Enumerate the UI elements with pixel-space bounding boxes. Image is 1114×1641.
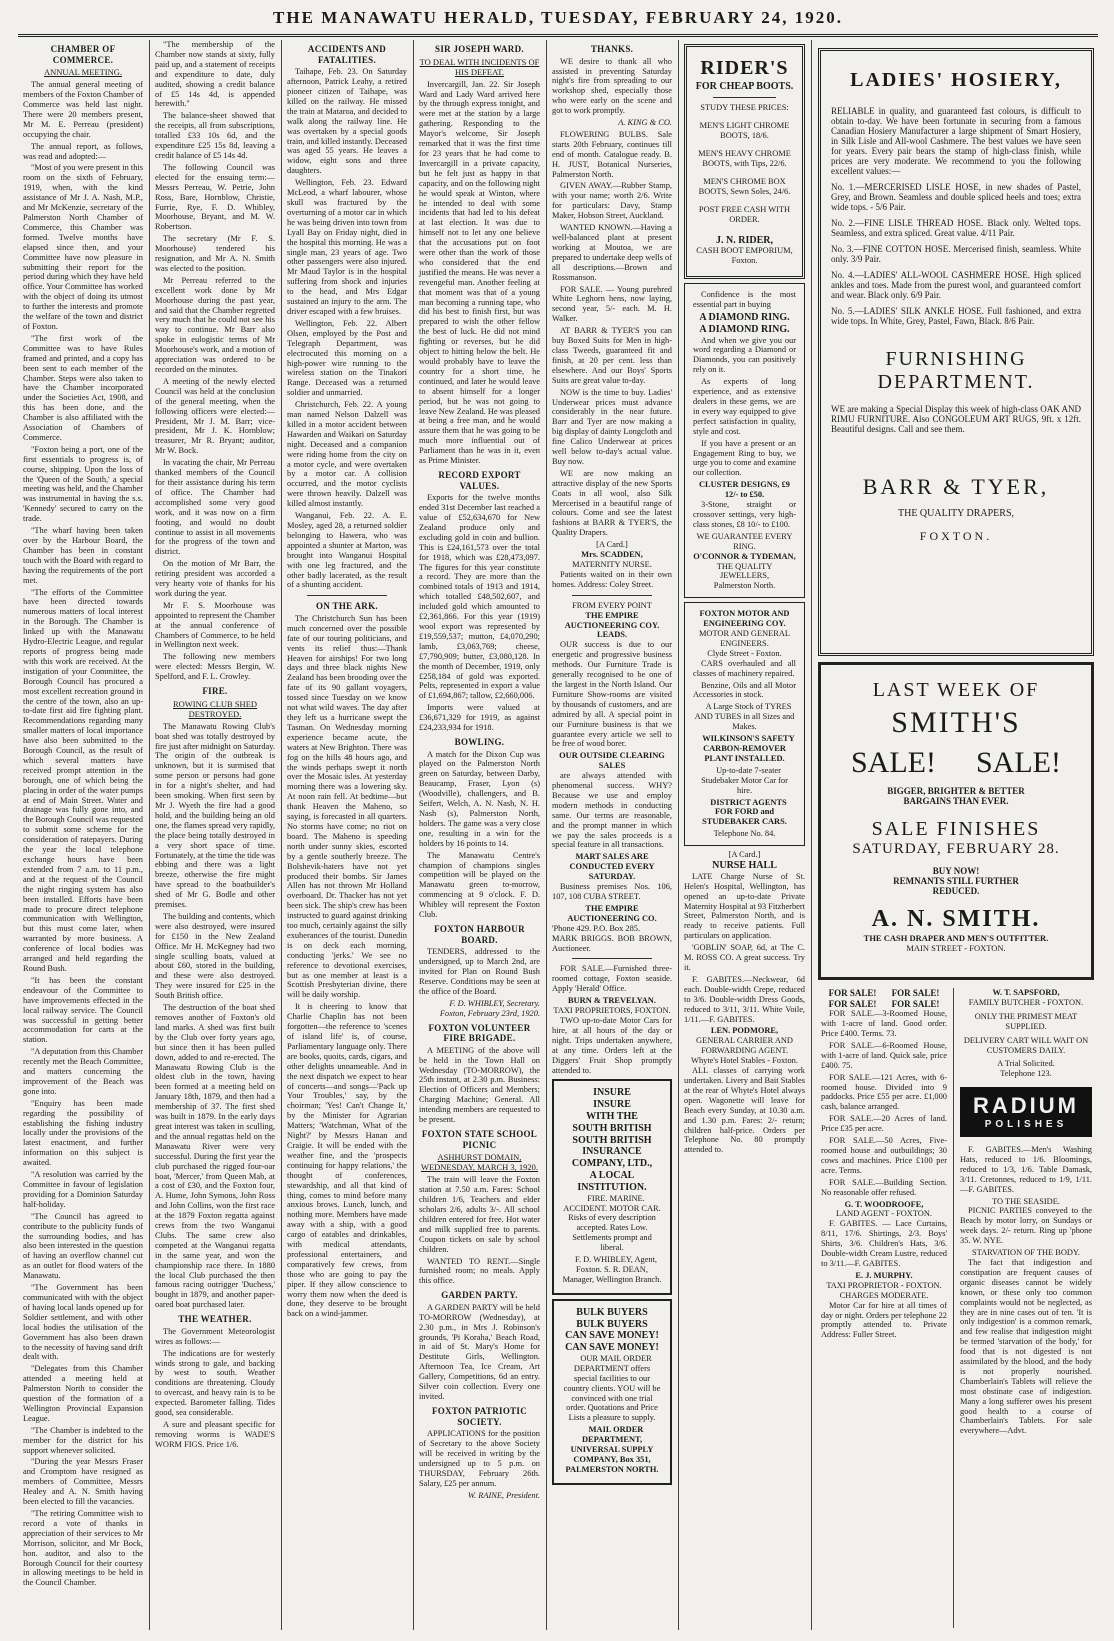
paragraph: Wellington, Feb. 22. Albert Olsen, employed by the Post and Telegraph Department, was electrocuted this morning on a high-power wire running to the wireless station on the Tinakori Range. Deceased was a returned soldier and unmarried. [287,318,407,398]
jewel-firm-sub: THE QUALITY JEWELLERS, [716,561,773,581]
bulk-text: OUR MAIL ORDER DEPARTMENT offers special facilities to our country clients. YOU will be convinced with one trial order. Quotations and Price Lists a pleasure to supply. [563,1353,661,1423]
riders-shop: CASH BOOT EMPORIUM, [696,246,793,256]
paragraph: Exports for the twelve months ended 31st December last reached a value of £52,634,670 for New Zealand produce only and excluding gold in coin and bullion. This is £24,161,573 over the total for 1918, which was £28,473,097. The figures for this year constitute a record. They are more than the combined totals of 1913 and 1914, which totalled £48,502,607, and included gold which amounted to £2,361,866. For this year (1919) wool export was represented by £19,559,537; mutton, £4,070,290; lamb, £3,063,769; cheese, £7,790,909; butter, £3,080,128. In the month of December, 1919, only £258,184 of gold was exported. Pelts, represented in export a value of £1,694,867; tallow, £2,660,006. [419,493,540,701]
riders-post: POST FREE CASH WITH ORDER. [698,204,791,224]
accidents-body [287,67,407,590]
sapsford-name: W. T. SAPSFORD, [992,988,1060,997]
smith-sale-ad [818,662,1094,980]
burn-role: TAXI PROPRIETORS, FOXTON. [553,1006,671,1016]
column-divider [953,988,954,1628]
paragraph: Mr F. S. Moorhouse was appointed to represent the Chamber at the annual conference of Chambers of Commerce, to be held in Wellington next week. [155,600,275,650]
paragraph: "Delegates from this Chamber attended a meeting held at Palmerston North to consider the question of the formation of a Wellington Provincial Expansion League. [23,1364,143,1423]
riders-subtitle: FOR CHEAP BOOTS. [695,80,794,92]
article-subheading: ANNUAL MEETING. [43,67,123,78]
weather-heading: THE WEATHER. [178,1314,252,1325]
jewel-firm-town: Palmerston North. [713,581,776,591]
classified-item: NOW is the time to buy. Ladies' Underwear prices must advance considerably in the near future. Barr and Tyer are now making a big display of dainty Longcloth and fine Calico Underwear at prices well below to-day's actual value. Buy now. [552,387,672,466]
paragraph: Wanganui, Feb. 22. A. E. Mosley, aged 28, a returned soldier belonging to Hawera, who was appointed a shunter at Marton, was brought into Wanganui Hospital with one leg fractured, and the other badly lacerated, as the result of a shunting accident. [287,511,407,590]
jewel-text-3: If you have a present or an Engagement Ring to buy, we urge you to come and examine our collection. [693,438,796,478]
ward-heading: SIR JOSEPH WARD. [435,44,524,54]
article-heading: CHAMBER OF COMMERCE. [50,44,116,65]
woodroofe-name: G. T. WOODROOFE, [844,1199,924,1209]
insure-ad [552,1079,672,1294]
smith-sale-2: SALE! [976,746,1061,779]
jewel-firm: O'CONNOR & TYDEMAN, [693,551,796,561]
paragraph: Mr Perreau referred to the excellent work done by Mr Moorhouse during the past year, and said that the Chamber regretted very much that he could not see his way to continue. Mr Barr also spoke in eulogistic terms of Mr Moorhouse's work, and a motion of appreciation was ordered to be recorded on the minutes. [155,275,275,374]
paragraph: The building and contents, which were also destroyed, were insured for £150 in the New Zealand Office. Mr H. McKegney had two single sculling boats, valued at about £60, stored in the building, and these were also destroyed. They were insured for £25 in the South British office. [155,911,275,1001]
len-name: LEN. PODMORE, [710,1026,779,1036]
paragraph: The Christchurch Sun has been much concerned over the possible fate of our touring politicians, and vents its relief thus:—Thank Heaven for airships! For two long days and three black nights New Zealand has been brooding over the fate of its 90 gallant voyagers, tossed since Tuesday on we know not what wild waves. The day after they left us a hurricane swept the Tasman. On Wednesday morning experience became acute, the waters at New Brighton. There was fog on the hills 48 hours ago, and the winds perhaps swept it north over the Mosaic isles. At yesterday morning there was a lowering sky. At noon rain fell. At bedtime—but thank Heaven the Maheno, so saying, is forecasted in all quarters. No storms have come; no riot on board. The Maheno is speeding north under sunny skies, escorted by a gentle southerly breeze. The Bolshevik-haters have not yet produced their bombs. Sir James Allen has not thrown Mr Holland overboard. Dr. Thacker has not yet been sick. The ship's crew has been instructed to guard against drinking too much, certainly against the silly exuberances of the tourist. Dunedin is on deck each morning, conducting 'jerks.' We see no reference to devotional exercises, but as one member at least is a Scottish Presbyterian divine, there will be daily worship. [287,613,407,1000]
masthead-rule [18,34,1098,37]
jewel-text-4: 3-Stone, straight or crossover settings, very high-class stones, £8 10/- to £100. [693,500,796,529]
motor-text-2: Benzine, Oils and all Motor Accessories in stock. [693,680,796,700]
smith-sale-1: SALE! [851,746,936,779]
column-chamber-of-commerce [18,40,148,1630]
land-listing: FOR SALE.—Building Section. No reasonable offer refused. [821,1177,947,1197]
garden-heading: GARDEN PARTY. [441,1290,518,1301]
furnishing-title-1: FURNISHING [885,348,1027,370]
paragraph: The indications are for westerly winds strong to gale, and backing by west to south. Weather conditions are threatening. Cloudy to overcast, and heavy rain is to be expected. Barometer falling. Tides good, sea considerable. [155,1348,275,1418]
woodroofe-sub: LAND AGENT - FOXTON. [835,1209,932,1219]
column-land-agents [816,988,952,1628]
paragraph: Christchurch, Feb. 22. A young man named Nelson Dalzell was killed in a motor accident between Hawarden and Waikari on Saturday night. Deceased and a companion were riding home from the city on a motor cycle, and were overtaken by a motor car. A collision occurred, and the motor cyclists were thrown heavily. Dalzell was killed almost instantly. [287,400,407,509]
paragraph: "Enquiry has been made regarding the possibility of establishing the fishing industry locally under the provisions of the latest enactment, and further information on this subject is awaited. [23,1098,143,1168]
bulk-sign: MAIL ORDER DEPARTMENT, UNIVERSAL SUPPLY COMPANY, Box 351, PALMERSTON NORTH. [565,1425,659,1474]
burn-name: BURN & TREVELYAN. [568,996,656,1006]
forsale-label: FOR SALE! [891,998,940,1009]
paragraph: "Foxton being a port, one of the first essentials to progress is, of course, shipping. Upon the loss of the 'Queen of the South,' a special meeting was held, and the Chamber was instrumental in having the s.s. 'Kennedy' secured to carry on the trade. [23,444,144,524]
classified-item: WANTED KNOWN.—Having a well-balanced plant at present working at Moutoa, we are prepared to undertake deep wells of all descriptions.—Brown and Rossmanson. [552,223,672,282]
empire-phone: 'Phone 429. P.O. Box 285. [552,923,641,933]
land-listing: FOR SALE.—121 Acres, with 6-roomed house. Divided into 9 paddocks. Price £55 per acre. £1,000 cash, balance arranged. [821,1072,947,1112]
insure-line: SOUTH BRITISH [572,1134,652,1146]
brigade-heading: FOXTON VOLUNTEER FIRE BRIGADE. [428,1022,531,1044]
forsale-header [821,988,947,1009]
paragraph: "The Government has been communicated with with the object of having local lands opened up for Soldier settlement, and with other local bodies the utilisation of the Government has also been drawn to the necessity of having sand drift dealt with. [23,1283,143,1362]
ward-subheading: TO DEAL WITH INCIDENTS OF HIS DEFEAT. [419,56,540,77]
masthead [18,8,1098,34]
nurse-card: [A Card.] [728,850,761,860]
sapsford-sub: FAMILY BUTCHER - FOXTON. [968,997,1084,1007]
motor-text-3: A Large Stock of TYRES AND TUBES in all Sizes and Makes. [694,702,795,732]
motor-phone: Telephone No. 84. [713,829,776,839]
trial-solicited: A Trial Solicited. [997,1059,1055,1069]
auction-text: OUR success is due to our energetic and progressive business methods. Our Furniture Trade is generally recognised to be one of the largest in the North Island. Our Furniture Show-rooms are visited by thousands of customers, and are admired by all. A special point in our Furniture business is that we guarantee every article we sell to be free of wood borer. [552,640,672,749]
empire-name: THE EMPIRE AUCTIONEERING CO. [567,903,657,923]
jewel-cluster: CLUSTER DESIGNS, £9 12/- to £50. [699,480,790,500]
motor-sub: MOTOR AND GENERAL ENGINEERS. [698,629,791,648]
wanted-to-rent: WANTED TO RENT.—Single furnished room; no meals. Apply this office. [419,1256,540,1286]
insure-line: INSURE [593,1099,631,1111]
riders-price-item: MEN'S HEAVY CHROME BOOTS, with Tips, 22/6. [698,149,791,169]
insure-line: INSURANCE COMPANY, LTD., [571,1146,653,1170]
ward-body [419,80,540,466]
column-chamber-continued [150,40,280,1630]
smith-remnants: REMNANTS STILL FURTHER [893,876,1019,886]
card-name: Mrs. SCADDEN, [581,550,643,560]
classified-list [552,130,672,538]
murphy-charges: CHARGES MODERATE. [839,1290,929,1300]
jewel-text-2: As experts of long experience, and as extensive dealers in these gems, we are in every way equipped to give perfect satisfaction in quality, style and cost. [693,377,796,436]
paragraph: The annual general meeting of members of the Foxton Chamber of Commerce was held last night. There were 20 members present, Mr M. E. Perreau (president) occupying the chair. [23,80,143,139]
paragraph: The following Council was elected for the ensuing term:—Messrs Perreau, W. Petrie, John Ross, Bare, Hornblow, Christie, Furrie, Rye, F. D. Whibley, Moorhouse, Bryant, and M. W. Robertson. [155,162,275,232]
column-butcher [955,988,1097,1628]
exports-body [419,493,540,733]
hosiery-item: No. 4.—LADIES' ALL-WOOL CASHMERE HOSE. High spliced ankles and toes. Made from the purest wool, and guaranteed comfort and wear. Black only. 6/9 Pair. [831,270,1081,300]
murphy-name: E. J. MURPHY. [855,1270,913,1280]
furnishing-title-2: DEPARTMENT. [877,371,1035,393]
paragraph: "The wharf having been taken over by the Harbour Board, the Chamber has been in constant touch with the Board with regard to having the requirements of the port met. [23,526,143,585]
divider [307,595,387,596]
barr-tyer-town: FOXTON. [919,529,993,543]
murphy-sub: TAXI PROPRIETOR - FOXTON. [826,1280,942,1290]
paragraph: "The retiring Committee wish to record a vote of thanks in appreciation of their services to Mr Morrison, solicitor, and Mr Bock, hon. auditor, and also to the Borough Council for their courtesy in allowing meetings to be held in the Council Chamber. [23,1509,143,1588]
hosiery-item: No. 2.—FINE LISLE THREAD HOSE. Black only. Welted tops. Seamless, and extra spliced. Great value. 4/11 Pair. [831,218,1081,238]
fire-subheading: ROWING CLUB SHED DESTROYED. [172,698,258,719]
bulk-line: BULK BUYERS [576,1306,648,1318]
smith-buy: BUY NOW! [932,866,980,876]
paragraph: The following new members were elected: Messrs Bergin, W. Spelford, and F. L. Crowley. [155,652,275,682]
article-body [155,40,275,682]
forsale-label: FOR SALE! [828,988,877,998]
paragraph: "The Chamber is indebted to the member for the district for his support whenever solicited. [23,1425,143,1455]
smith-firm-sub: THE CASH DRAPER AND MEN'S OUTFITTER. [863,933,1049,943]
smith-sale-row [831,746,1081,780]
murphy-text: Motor Car for hire at all times of day or night. Orders per telephone 22 promptly attended to. Private Address: Fuller Street. [821,1300,947,1340]
smith-bargains: BARGAINS THAN EVER. [903,796,1009,806]
paragraph: "The efforts of the Committee have been directed towards numerous matters of local interest in the Borough. The Chamber is linked up with the Manawatu Hydro-Electric League, and regular reports of progress being made with this work are received. At the instigation of your Committee, the Borough Council has procured a most excellent recreation ground in the centre of the town, also an up-to-date first aid fire fighting plant. Recommendations regarding many smaller matters of local importance have also been submitted to the Borough Council, as the result of which several matters have received prompt attention in the borough, one of which being the placing in order of the water pumps at end of Main Street. Water and drainage was fully gone into, and the Borough Council was requested to submit some scheme for the consideration of ratepayers. During the year the local telephone exchange hours have been extended from 7 a.m. to 11 p.m., and at the request of the Council the night ringing system has also been installed. Efforts have been made to procure direct telephone communication with Wellington, but this must come later, when warranted by more business. A conference of local bodies was arranged and held regarding the Round Bush. [23,587,143,973]
barr-tyer-sub: THE QUALITY DRAPERS, [897,508,1014,519]
hosiery-title: LADIES' HOSIERY, [850,69,1062,91]
land-listings [821,1009,947,1197]
gabites-hats: F. GABITES.—Men's Washing Hats, reduced to 1/6. Bloomings, reduced to 1/3, 1/6. Table Damask, 3/11. Cretonnes, reduced to 1/9, 1/11.—F. GABITES. [960,1145,1092,1194]
smith-bigger: BIGGER, BRIGHTER & BETTER [887,786,1025,796]
paragraph: The Manawatu Rowing Club's boat shed was totally destroyed by fire just after midnight on Saturday. The origin of the outbreak is unknown, but it is surmised that some person or persons had gone in for a night's shelter, and had been smoking. When first seen by Mr J. Wyeth the fire had a good hold, and the building being an old one, the flames spread very rapidly, the place being totally destroyed in a very short space of time. Fortunately, at the time the tide was ebbing and there was a light breeze, otherwise the fire might have spread to the boatbuilder's shed of Mr G. Bodle and other premises. [155,721,275,910]
riders-name: J. N. RIDER, [716,234,773,246]
picnic-heading: FOXTON STATE SCHOOL PICNIC [421,1129,538,1150]
column-display-ads [679,40,810,1630]
gabites-neckwear: F. GABITES.—Neckwear, 6d each. Double-width Crepe, reduced to 3/6. Double-width Dress Goods, reduced to 3/11, 3/11. White Voile, 1/11.—F. GABITES. [684,974,805,1024]
classified-item: FOR SALE. — Young purebred White Leghorn hens, now laying, second year, 5/- each. M. H. Walker. [552,284,672,324]
paragraph: The destruction of the boat shed removes another of Foxton's old land marks. A shed was first built by the Club over forty years ago, but since then it has been pulled down, added to and re-erected. The Manawatu Rowing Club is the oldest club in the town, having been formed at a meeting held on January 18th, 1879, and then had a membership of 37. The first shed was built in 1879. In the early days great interest was taken in sculling, and the annual regattas held on the Manawatu River were very successful. During the first year the club purchased the rigged four-oar boat, 'Mercer,' from Queen Mab, at a cost of £30, and the Foxton four, A. Hume, John Symons, John Ross and John Collins, won the first race at the 1879 Foxton regatta against crews from the two Wanganui Clubs. The same crew also competed at the Wanganui regatta in the same year, and won the championship race there. In 1880 the local Club purchased the then famous racing outrigger 'Duchess,' bought in 1879, and another paper-oared boat purchased later. [155,1003,275,1310]
len-address: Whyte's Hotel Stables - Foxton. [691,1056,798,1066]
forsale-label: FOR SALE! [891,988,940,998]
paragraph: "The first work of the Committee was to have Rules framed and printed, and a copy has been sent to each member of the Chamber. Steps were also taken to have the Chamber incorporated under the Societies Act, 1908, and this has been done, and the Chamber is also affiliated with the Association of Chambers of Commerce. [23,333,143,442]
barr-tyer-ad [818,48,1094,656]
page-body [18,40,1098,1630]
smith-date: SATURDAY, FEBRUARY 28. [852,841,1060,857]
classified-item: GIVEN AWAY.—Rubber Stamp, with your name; worth 2/6. Write for particulars: Davy, Stamp Maker, Hobson Street, Auckland. [552,181,672,221]
picnic-text: The train will leave the Foxton station at 7.50 a.m. Fares: School children 1/6, Teachers and elder scholars 2/6, adults 3/-. All school children entered for free. Hot water and milk supplied free to parents. Coupon tickets on sale by school children. [419,1175,540,1254]
column-divider [811,40,812,1630]
paragraph: The balance-sheet showed that the receipts, all from subscriptions, totalled £33 10s 6d, and the expenditure £25 15s 8d, leaving a credit balance of £5 14s 4d. [155,111,275,160]
paragraph: The annual report, as follows, was read and adopted:— [23,141,143,161]
thanks-heading: THANKS. [590,44,634,54]
sapsford-telephone: Telephone 123. [1000,1069,1052,1079]
mart-sales: MART SALES ARE CONDUCTED EVERY SATURDAY. [569,852,655,882]
jewel-intro: Confidence is the most essential part in buying [693,290,796,310]
paragraph: "It has been the constant endeavour of the Committee to have improvements effected in the local railway service. The Council was successful in getting better accommodation for carts at the station. [23,975,143,1045]
prime-meat: ONLY THE PRIMEST MEAT SUPPLIED. [974,1011,1078,1031]
nurse-text: LATE Charge Nurse of St. Helen's Hospital, Wellington, has opened an up-to-date Private Maternity Hospital at 93 Fitzherbert Street, Palmerston North, and is ready to receive patients. Full particulars on application. [684,871,805,941]
ark-heading: ON THE ARK. [316,601,378,612]
hosiery-item: No. 5.—LADIES' SILK ANKLE HOSE. Full fashioned, and extra wide tops. In White, Grey, Pastel, Fawn, Black. 8/6 Pair. [831,306,1081,326]
exports-heading: RECORD EXPORT VALUES. [438,469,521,491]
paragraph: Imports were valued at £36,671,329 for 1919, as against £24,233,934 for 1918. [419,703,540,733]
paragraph: "Most of you were present in this room on the sixth of February, 1919, when, with the kind assistance of Mr J. A. Nash, M.P., and Mr McKenzie, secretary of the Palmerston North Chamber of Commerce, this Chamber was formed. Twelve months have elapsed since then, and your Committee have now pleasure in submitting their report for the period during which they have held office. Your Committee has worked with the object of doing its utmost to further the interests and promote the welfare of the town and district of Foxton. [23,163,143,331]
fire-heading: FIRE. [202,686,228,697]
harbour-sign: F. D. WHIBLEY, Secretary. Foxton, February 23rd, 1920. [439,998,540,1018]
paragraph: A meeting of the newly elected Council was held at the conclusion of the general meeting, when the following officers were elected:—President, Mr J. M. Barr; vice-president, Mr J. K. Hornblow; treasurer, Mr R. Bryant; auditor, Mr W. Bock. [155,376,275,456]
insure-text: FIRE. MARINE. ACCIDENT. MOTOR CAR. Risks of every description accepted. Rates Low. Settlements prompt and liberal. [563,1193,661,1253]
len-role: GENERAL CARRIER AND FORWARDING AGENT. [696,1036,793,1056]
patriotic-text: APPLICATIONS for the position of Secretary to the above Society will be received in writing by the undersigned up to 5 p.m. on THURSDAY, February 26th. Salary, £25 per annum. [419,1429,540,1488]
premises: Business premises Nos. 106, 107, 108 CUBA STREET. [552,882,672,902]
delivery-cart: DELIVERY CART WILL WAIT ON CUSTOMERS DAILY. [963,1035,1089,1055]
insure-line: INSURE [593,1087,631,1099]
bulk-lines [562,1307,662,1354]
jewel-guarantee: WE GUARANTEE EVERY RING. [696,531,793,551]
divider [572,595,652,596]
smith-name: SMITH'S [891,706,1021,739]
classified-item: FLOWERING BULBS. Sale starts 20th February, continues till end of month. Catalogue ready. B. H. JUST, Botanical Nurseries, Palmerston North. [552,129,672,179]
riders-ad [684,44,805,279]
classified-item: WE are now making an attractive display of the new Sports Coats in all wool, also Silk Mercerised in a beautiful range of colours. Come and see the latest fashions at BARR & TYER'S, the Quality Drapers. [552,468,672,538]
forsale-cottage: FOR SALE.—Furnished three-roomed cottage, Foxton seaside. Apply 'Herald' Office. [552,964,672,994]
bulk-buyers-ad [552,1299,672,1485]
jeweller-ad [684,283,805,598]
burn-text: TWO up-to-date Motor Cars for hire, at all hours of the day or night. Trips undertaken anywhere, at any time. Orders left at the Diggers' Fruit Shop promptly attended to. [552,1015,672,1075]
riders-town: Foxton. [731,256,758,266]
column-sir-joseph-ward [414,40,545,1630]
paragraph: Taihape, Feb. 23. On Saturday afternoon, Patrick Leahy, a retired pioneer citizen of Taihape, was killed on the railway. He missed the train at Mataroa, and decided to walk along the railway line. He was overtaken by a special goods train, and killed instantly. Deceased was aged 55 years. He leaves a widow, eight sons and three daughters. [287,67,407,176]
land-listing: FOR SALE.—6-Roomed House, with 1-acre of land. Quick sale, price £400. 75. [821,1040,947,1070]
paragraph: "During the year Messrs Fraser and Cromptom have resigned as members of Committee, Messrs Healey and A. N. Smith having been elected to fill the vacancies. [23,1457,143,1507]
motor-text-4: WILKINSON'S SAFETY CARBON-REMOVER PLANT INSTALLED. [702,734,795,763]
hosiery-item: No. 3.—FINE COTTON HOSE. Mercerised finish, seamless. White only. 3/9 Pair. [831,244,1081,264]
hosiery-list [831,182,1081,326]
bowling-heading: BOWLING. [454,736,505,747]
picnic-parties: PICNIC PARTIES conveyed to the Beach by motor lorry, on Sundays or week days. 2/- return. Ring up 'phone 35. W. NYE. [960,1206,1092,1246]
smith-firm: A. N. SMITH. [871,906,1041,932]
motor-text-6: DISTRICT AGENTS FOR FORD and STUDEBAKER CARS. [702,797,787,827]
garden-text: A GARDEN PARTY will be held TO-MORROW (Wednesday), at 2.30 p.m., in Mrs J. Robinson's grounds, 'Pi Koraha,' Beach Road, in aid of St. Mary's Home for Destitute Girls, Wellington. Afternoon Tea, Ice Cream, Art Gallery, Competitions, 6d an entry. Silver coin collection. Every one invited. [419,1302,540,1401]
paragraph: "A resolution was carried by the Committee in favour of legislation providing for a Dominion Saturday half-holiday. [23,1170,143,1209]
auction-name: THE EMPIRE AUCTIONEERING COY. LEADS. [564,610,660,640]
clearing-heading: OUR OUTSIDE CLEARING SALES [559,751,665,771]
brigade-text: A MEETING of the above will be held in the Town Hall on Wednesday (TO-MORROW), the 25th instant, at 2.30 p.m. Business: Election of Officers and Members; Charging Machine; General. All intending members are requested to be present. [419,1045,540,1125]
radium-sub: POLISHES [984,1119,1068,1131]
bulk-line: CAN SAVE MONEY! [565,1330,659,1342]
motor-title: FOXTON MOTOR AND ENGINEERING COY. [699,609,790,629]
jewel-ring-2: A DIAMOND RING. [699,323,790,335]
riders-price-item: MEN'S LIGHT CHROME BOOTS, 18/6. [699,121,790,141]
motor-text-5: Up-to-date 7-seater Studebaker Motor Car for hire. [701,765,788,795]
insure-agents: F. D. WHIBLEY, Agent, Foxton. S. R. DEAN, Manager, Wellington Branch. [562,1255,662,1284]
starvation-heading: STARVATION OF THE BODY. [971,1248,1080,1258]
paragraph: "The Council has agreed to contribute to the publicity funds of the surrounding bodies, and has also been interested in the question of having an overflow channel cut as an outlet for flood waters of the Manawatu. [23,1211,143,1281]
riders-price-item: MEN'S CHROME BOX BOOTS, Sewn Soles, 24/6. [698,176,791,196]
hosiery-intro: RELIABLE in quality, and guaranteed fast colours, is difficult to obtain to-day. We have been fortunate in securing from a famous Canadian Hosiery Manufacturer a large shipment of Smart Hosiery, in Silk Lisle and All-wool Cashmere. The best values we have seen for years. Every pair bears the stamp of high-class finish, while prices are very moderate. We recommend to you the following excellent values:— [831,106,1081,176]
paragraph: Invercargill, Jan. 22. Sir Joseph Ward and Lady Ward arrived here by the through express tonight, and were met at the station by a large gathering. Responding to the Mayor's welcome, Sir Joseph remarked that it was the first time for 23 years that he had come to Invercargill in a private capacity, but he felt just as happy in that capacity, and on the following night he would speak at Winton, where he intended to deal with some incidents that had led to his defeat at last election. It was due to himself not to let any one believe that the accusations put on foot were other than the work of those who considered that the end justified the means. He was never a revengeful man. Another feeling at that moment was that of a young man becoming a running tape, who did his best to finish first, but was prepared to wish the other fellow the best of luck. He did not mind fighting or reverses, but he did object to hitting below the belt. He would probably have to leave the country for a short time, he continued, and later he would leave to absent himself for a longer period, but he was not going to leave New Zealand. He was pleased at being a free man, and he would assure them that he was going to be much more influential out of Parliament than he was in it, even as Prime Minister. [419,79,540,466]
furnishing-text: WE are making a Special Display this week of high-class OAK AND RIMU FURNITURE. Also CONGOLEUM ART RUGS, 9ft. x 12ft. Beautiful designs. Call and see them. [831,404,1081,434]
land-listing: FOR SALE.—20 Acres of land. Price £35 per acre. [821,1114,947,1134]
harbour-text: TENDERS, addressed to the undersigned, up to March 2nd, are invited for Plan on Round Bush Reserve. Conditions may be seen at the office of the Board. [419,947,540,996]
column-small-ads [547,40,677,1630]
paragraph: The Government Meteorologist wires as follows:— [155,1326,275,1346]
thanks-sign: A. KING & CO. [618,118,672,128]
clearing-text: are always attended with phenomenal success. WHY? Because we use and employ modern methods in conducting same. Our terms are reasonable, and the prompt manner in which we pay the sales proceeds is a special feature in all transactions. [552,771,672,850]
insure-line: A LOCAL INSTITUTION. [577,1170,647,1193]
paragraph: It is cheering to know that Charlie Chaplin has not been forgotten—the reference to 'scenes of island life' is, of course, Parliamentary language only. There are books, quoits, cards, cigars, and other delights unnameable. And in the next dispatch we expect to hear of concerts—and songs—'Pack up Your Troubles,' say, by the choirman; 'Yes! Can't Change It,' by the Minister for Agrarian Matters; 'Watchman, What of the Night?' by Messrs Hanan and Craigie. It will be ended with the weather fine, and the 'prospects continuing for happy relations,' the thought of conferences, stewardship, and all that kind of thing, comes to mind before many anxious brows. Lunch, lunch, and nothing more. Members have made away with a ship, with a good cargo of eatables and drinkables, with medical attendants, professional entertainers, and comparatively few crews, from those who are going to pay the piper. If they allow conscience to worry them now when the deed is done, they deserve to be brought back on a wind-jammer. [287,1002,407,1319]
card-text: Patients waited on in their own homes. Address: Coley Street. [552,569,672,589]
thanks-text: WE desire to thank all who assisted in preventing Saturday night's fire from spreading to our workshop shed, especially those who were early on the scene and got to work promptly. [552,56,672,116]
empire-staff: MARK BRIGGS. BOB BROWN, Auctioneer. [552,933,672,953]
card-role: MATERNITY NURSE. [572,560,652,570]
motor-ad [684,602,805,846]
smith-finishes: SALE FINISHES [871,818,1041,840]
gabites-lace: F. GABITES. — Lace Curtains, 8/11, 17/6. Shirtings, 2/3. Boys' Shirts, 3/6. Children's Hats, 3/6. Double-width Cream Lustre, reduced to 3/11.—F. GABITES. [821,1219,947,1268]
hosiery-item: No. 1.—MERCERISED LISLE HOSE, in new shades of Pastel, Grey, and Brown. Seamless and double spliced heels and toes; extra wide tops. - 5/6 Pair. [831,182,1081,212]
bulk-line: CAN SAVE MONEY! [565,1342,659,1354]
insure-line: SOUTH BRITISH [572,1122,652,1134]
bulk-line: BULK BUYERS [576,1318,648,1330]
paragraph: On the motion of Mr Barr, the retiring president was accorded a very hearty vote of thanks for his work during the year. [155,559,275,598]
paragraph: "A deputation from this Chamber recently met the Beach Committee, and matters concerning the improvement of the Beach was gone into. [23,1047,143,1096]
riders-study: STUDY THESE PRICES: [700,103,789,113]
riders-price-list [693,121,796,196]
paragraph: The Manawatu Centre's champion of champions singles competition will be played on the Manawatu green to-morrow, commencing at 9 o'clock. F. D. Whibley will represent the Foxton Club. [419,850,540,920]
bowling-body [419,750,540,920]
jewel-ring-1: A DIAMOND RING. [699,311,790,323]
insure-line: WITH THE [586,1111,638,1123]
divider [713,97,776,98]
paragraph: A sure and pleasant specific for removing worms is WADE'S WORM FIGS. Price 1/6. [155,1419,275,1449]
barr-tyer-name: BARR & TYER, [862,474,1050,499]
paragraph: Wellington, Feb. 23. Edward McLeod, a wharf labourer, whose skull was fractured by the overturning of a motor car in which he was being driven into town from Lyall Bay on Friday night, died in the hospital this morning. He was a single man, 23 years of age. Two other passengers were also injured. Mr Maud Taylor is in the hospital suffering from shock and injuries to the head, and Mrs Edgar sustained an injury to the arm. The driver escaped with a few bruises. [287,178,407,316]
len-text: ALL classes of carrying work undertaken. Livery and Bait Stables at the rear of Whyte's Hotel always open. Wagonette will leave for Beach every Sunday, at 10.30 a.m. and 1.30 p.m. Fares: 2/- return; children half-price. Orders per Telephone No. 80 promptly attended to. [684,1066,805,1155]
divider [572,958,652,959]
smith-last: LAST WEEK OF [872,679,1040,701]
jewel-text-1: And when we give you our word regarding a Diamond or Diamonds, you can positively rely on it. [693,335,796,375]
harbour-heading: FOXTON HARBOUR BOARD. [434,923,525,945]
column-accidents [282,40,412,1630]
seaside-heading: TO THE SEASIDE. [992,1196,1060,1206]
auction-top: FROM EVERY POINT [572,600,652,610]
land-listing: FOR SALE.—50 Acres, Five-roomed house and outbuildings; 30 cows and machines. Price £100 per acre. Terms. [821,1136,947,1175]
insure-lines [562,1087,662,1193]
picnic-subheading: ASHHURST DOMAIN, WEDNESDAY, MARCH 3, 1920. [420,1152,539,1173]
motor-street: Clyde Street - Foxton. [707,648,782,658]
fire-body [155,722,275,1310]
paragraph: In vacating the chair, Mr Perreau thanked members of the Council for their assistance during his term of office. The Chamber had accomplished some very good work, and it was now on a firm footing, and would no doubt continue to assist in all movements for the progress of the town and district. [155,458,275,557]
nurse-title: NURSE HALL [712,860,777,872]
patriotic-heading: FOXTON PATRIOTIC SOCIETY. [431,1405,528,1427]
ark-body [287,614,407,1319]
radium-title: RADIUM [973,1093,1079,1119]
motor-text-1: CARS overhauled and all classes of machinery repaired. [693,658,796,678]
smith-street: MAIN STREET - FOXTON. [906,943,1006,953]
paragraph: "The membership of the Chamber now stands at sixty, fully paid up, and a statement of receipts and expenditure to date, duly audited, showing a credit balance of £5 14s 4d, is appended herewith." [155,40,275,109]
article-body [23,80,143,1588]
paragraph: The secretary (Mr F. S. Moorhouse) tendered his resignation, and Mr A. N. Smith was elected to the position. [155,234,275,273]
paragraph: A match for the Dixon Cup was played on the Palmerston North green on Saturday, between Darby, Beaucamp, Fraser, Lyon (s) (Woodville), challengers, and B. Seifert, Welch, A. N. Nash, N. H. Nash (s), Palmerston North, holders. The game was a very close one, resulting in a win for the holders by 16 points to 14. [419,749,540,848]
masthead-title: THE MANAWATU HERALD, TUESDAY, FEBRUARY 24, 1920. [273,8,843,27]
patriotic-sign: W. RAINE, President. [467,1490,540,1500]
forsale-label: FOR SALE! [828,998,877,1009]
card-title: [A Card.] [596,540,628,550]
goblin-soap: 'GOBLIN' SOAP, 6d, at The C. M. ROSS CO. A great success. Try it. [684,943,805,973]
land-listing: FOR SALE.—3-Roomed House, with 1-acre of land. Good order. Price £400. Terms. 73. [821,1009,947,1039]
classified-item: AT BARR & TYER'S you can buy Boxed Suits for Men in high-class Tweeds, guaranteed fit and finish, at 20 per cent. less than elsewhere. And our Boys' Sports Suits are great value to-day. [552,326,672,385]
weather-body [155,1327,275,1450]
starvation-text: The fact that indigestion and constipation are frequent causes of organic diseases cannot be widely known, or these only too common complaints would not be neglected, as they are in nine cases out of ten. 'It is only indigestion' is a common remark, and few realise that indigestion might be termed 'starvation of the body,' for food that is not digested is not assimilated by the blood, and the body is not properly nourished. Chamberlain's Tablets will relieve the most obstinate case of indigestion. Many a long sufferer owes his present good health to a course of Chamberlain's Tablets. For sale everywhere—Advt. [960,1257,1092,1436]
accidents-heading: ACCIDENTS AND FATALITIES. [307,44,387,65]
radium-polishes-logo [960,1087,1092,1137]
smith-reduced: REDUCED. [932,886,980,896]
riders-title: RIDER'S [700,57,789,79]
